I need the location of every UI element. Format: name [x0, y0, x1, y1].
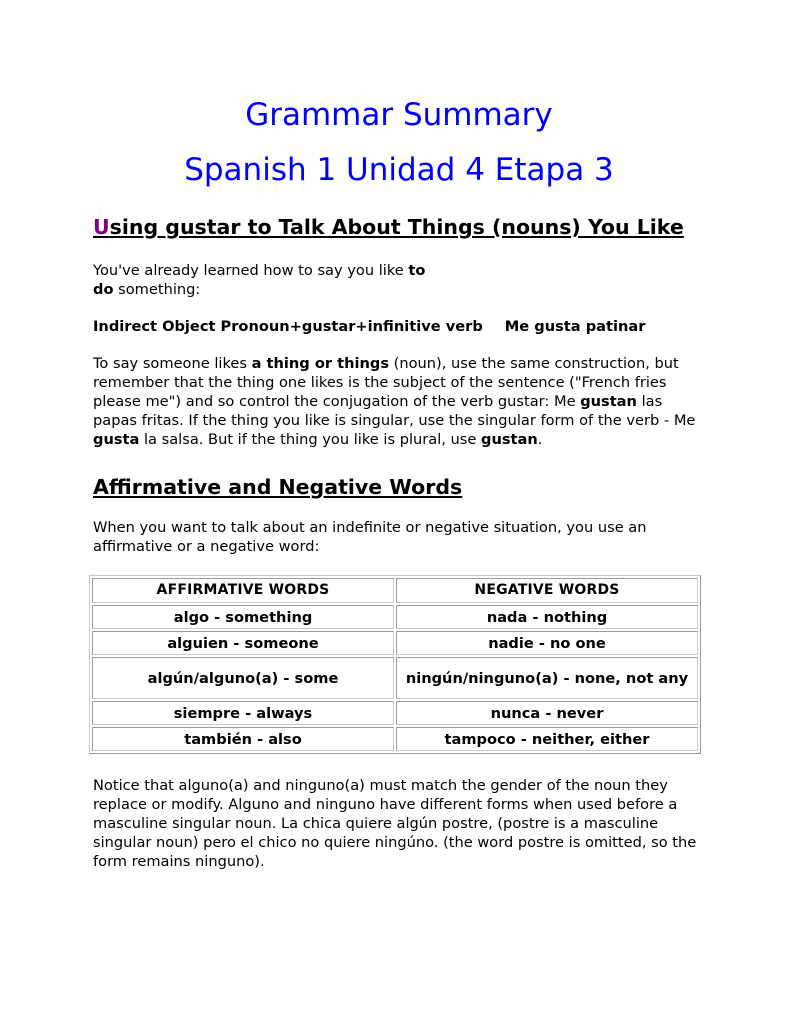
intro-text-end: something: — [113, 281, 201, 298]
table-header-row — [92, 578, 698, 603]
explanation-bold: gustan — [481, 431, 538, 448]
header-negative: NEGATIVE WORDS — [396, 578, 698, 603]
table-row — [92, 631, 698, 655]
negative-cell: nada - nothing — [396, 605, 698, 629]
page-title: Grammar Summary — [245, 97, 553, 133]
affirmative-cell: alguien - someone — [92, 631, 394, 655]
intro-paragraph — [93, 261, 463, 299]
affirmative-cell: siempre - always — [92, 701, 394, 725]
negative-cell: tampoco - neither, either — [396, 727, 698, 751]
header-affirmative: AFFIRMATIVE WORDS — [92, 578, 394, 603]
explanation-paragraph — [93, 354, 703, 449]
page-subtitle: Spanish 1 Unidad 4 Etapa 3 — [184, 152, 614, 188]
table-row — [92, 657, 698, 699]
document-page — [93, 90, 705, 871]
words-table — [89, 575, 701, 754]
intro-bold-to: to — [408, 262, 426, 279]
affirmative-cell: algo - something — [92, 605, 394, 629]
explanation-bold: gusta — [93, 431, 140, 448]
formula-line — [93, 317, 705, 336]
heading-text: sing gustar to Talk About Things (nouns) You Like — [109, 215, 684, 239]
explanation-text: To say someone likes — [93, 355, 252, 372]
affirmative-cell: algún/alguno(a) - some — [92, 657, 394, 699]
intro-bold-do: do — [93, 281, 114, 298]
explanation-text: las papas fritas. If the thing you like is singular, use the singular form of the verb - Me — [93, 393, 696, 429]
negative-cell: ningún/ninguno(a) - none, not any — [396, 657, 698, 699]
table-row — [92, 727, 698, 751]
explanation-bold: a thing or things — [251, 355, 390, 372]
formula-pattern: Indirect Object Pronoun+gustar+infinitive verb — [93, 318, 483, 335]
formula-example: Me gusta patinar — [504, 318, 646, 335]
section-heading-affirmative-negative: Affirmative and Negative Words — [93, 475, 463, 499]
negative-cell: nunca - never — [396, 701, 698, 725]
heading-link-letter[interactable]: U — [93, 215, 110, 239]
explanation-bold: gustan — [580, 393, 637, 410]
intro-text: You've already learned how to say you like — [93, 262, 409, 279]
negative-cell: nadie - no one — [396, 631, 698, 655]
explanation-text: la salsa. But if the thing you like is plural, use — [139, 431, 482, 448]
table-row — [92, 701, 698, 725]
section-heading-gustar — [93, 213, 705, 241]
notice-paragraph: Notice that alguno(a) and ninguno(a) must match the gender of the noun they replace or modify. Alguno and ninguno have different forms when used before a masculine singular noun. La chica quiere algún postre, (postre is a masculine singular noun) pero el chico no quiere ningúno. (the word postre is omitted, so the form remains ninguno). — [93, 777, 697, 870]
table-row — [92, 605, 698, 629]
affirmative-cell: también - also — [92, 727, 394, 751]
explanation-text: (noun), use the same construction, but remember that the thing one likes is the subject of the sentence ("French fries please me") and so control the conjugation of the verb gustar: Me — [93, 355, 679, 410]
explanation-text: . — [537, 431, 543, 448]
words-intro-paragraph: When you want to talk about an indefinite or negative situation, you use an affirmative or a negative word: — [93, 519, 647, 555]
